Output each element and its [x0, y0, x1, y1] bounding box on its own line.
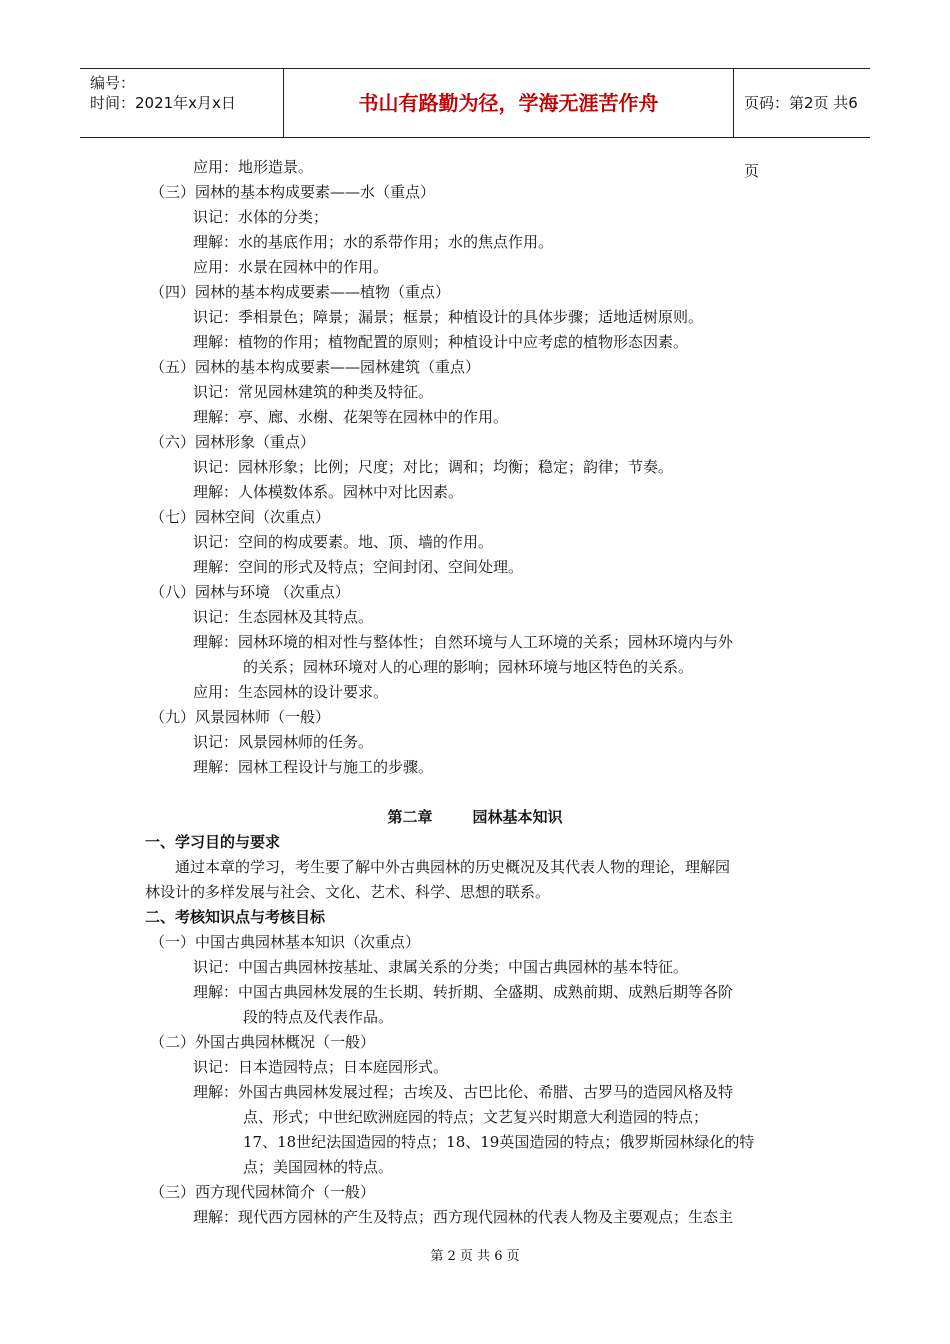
text-line: 识记：空间的构成要素。地、顶、墙的作用。 [193, 533, 494, 551]
header-motto: 书山有路勤为径，学海无涯苦作舟 [284, 69, 734, 137]
section-heading: （九）风景园林师（一般） [150, 708, 331, 726]
text-line: 理解：亭、廊、水榭、花架等在园林中的作用。 [193, 408, 509, 426]
text-line: 点；美国园林的特点。 [243, 1158, 394, 1176]
text-line: 识记：风景园林师的任务。 [193, 733, 374, 751]
section-heading: （一）中国古典园林基本知识（次重点） [150, 933, 421, 951]
section-heading: （六）园林形象（重点） [150, 433, 316, 451]
text-line: 理解：水的基底作用；水的系带作用；水的焦点作用。 [193, 233, 554, 251]
text-line: 点、形式；中世纪欧洲庭园的特点；文艺复兴时期意大利造园的特点； [243, 1108, 709, 1126]
text-line: 应用：水景在园林中的作用。 [193, 258, 389, 276]
text-line: 通过本章的学习，考生要了解中外古典园林的历史概况及其代表人物的理论，理解园 [175, 858, 731, 876]
chapter-heading [0, 807, 950, 827]
time-label: 时间：2021年x月x日 [90, 94, 236, 112]
subheading: 一、学习目的与要求 [145, 833, 281, 851]
text-line: 理解：现代西方园林的产生及特点；西方现代园林的代表人物及主要观点；生态主 [193, 1208, 734, 1226]
text-line: 理解：中国古典园林发展的生长期、转折期、全盛期、成熟前期、成熟后期等各阶 [193, 983, 734, 1001]
text-line: 的关系；园林环境对人的心理的影响；园林环境与地区特色的关系。 [243, 658, 694, 676]
page-footer: 第 2 页 共 6 页 [430, 1249, 520, 1264]
section-heading: （三）西方现代园林简介（一般） [150, 1183, 376, 1201]
text-line: 段的特点及代表作品。 [243, 1008, 394, 1026]
text-line: 应用：地形造景。 [193, 158, 314, 176]
text-line: 识记：中国古典园林按基址、隶属关系的分类；中国古典园林的基本特征。 [193, 958, 689, 976]
section-heading: （八）园林与环境 （次重点） [150, 583, 350, 601]
text-line: 识记：水体的分类； [193, 208, 329, 226]
text-line: 识记：常见园林建筑的种类及特征。 [193, 383, 434, 401]
text-line: 理解：园林环境的相对性与整体性；自然环境与人工环境的关系；园林环境内与外 [193, 633, 734, 651]
chapter-number: 第二章 [387, 808, 433, 826]
text-line: 17、18世纪法国造园的特点；18、19英国造园的特点；俄罗斯园林绿化的特 [243, 1133, 755, 1151]
text-line: 应用：生态园林的设计要求。 [193, 683, 389, 701]
text-line: 识记：园林形象；比例；尺度；对比；调和；均衡；稳定；韵律；节奏。 [193, 458, 674, 476]
text-line: 理解：外国古典园林发展过程；古埃及、古巴比伦、希腊、古罗马的造园风格及特 [193, 1083, 734, 1101]
chapter-title: 园林基本知识 [472, 808, 563, 826]
text-line: 识记：日本造园特点；日本庭园形式。 [193, 1058, 449, 1076]
section-heading: （二）外国古典园林概况（一般） [150, 1033, 376, 1051]
section-heading: （三）园林的基本构成要素——水（重点） [150, 183, 436, 201]
header-left-cell [80, 69, 284, 137]
section-heading: （五）园林的基本构成要素——园林建筑（重点） [150, 358, 481, 376]
text-line: 林设计的多样发展与社会、文化、艺术、科学、思想的联系。 [145, 883, 551, 901]
text-line: 理解：空间的形式及特点；空间封闭、空间处理。 [193, 558, 524, 576]
header-page-label: 页码：第2页 共6页 [744, 94, 858, 180]
section-heading: （四）园林的基本构成要素——植物（重点） [150, 283, 451, 301]
text-line: 理解：人体模数体系。园林中对比因素。 [193, 483, 464, 501]
number-label: 编号： [90, 74, 136, 92]
text-line: 理解：园林工程设计与施工的步骤。 [193, 758, 434, 776]
text-line: 识记：季相景色；障景；漏景；框景；种植设计的具体步骤；适地适树原则。 [193, 308, 704, 326]
text-line: 识记：生态园林及其特点。 [193, 608, 374, 626]
section-heading: （七）园林空间（次重点） [150, 508, 331, 526]
text-line: 理解：植物的作用；植物配置的原则；种植设计中应考虑的植物形态因素。 [193, 333, 689, 351]
subheading: 二、考核知识点与考核目标 [145, 908, 326, 926]
